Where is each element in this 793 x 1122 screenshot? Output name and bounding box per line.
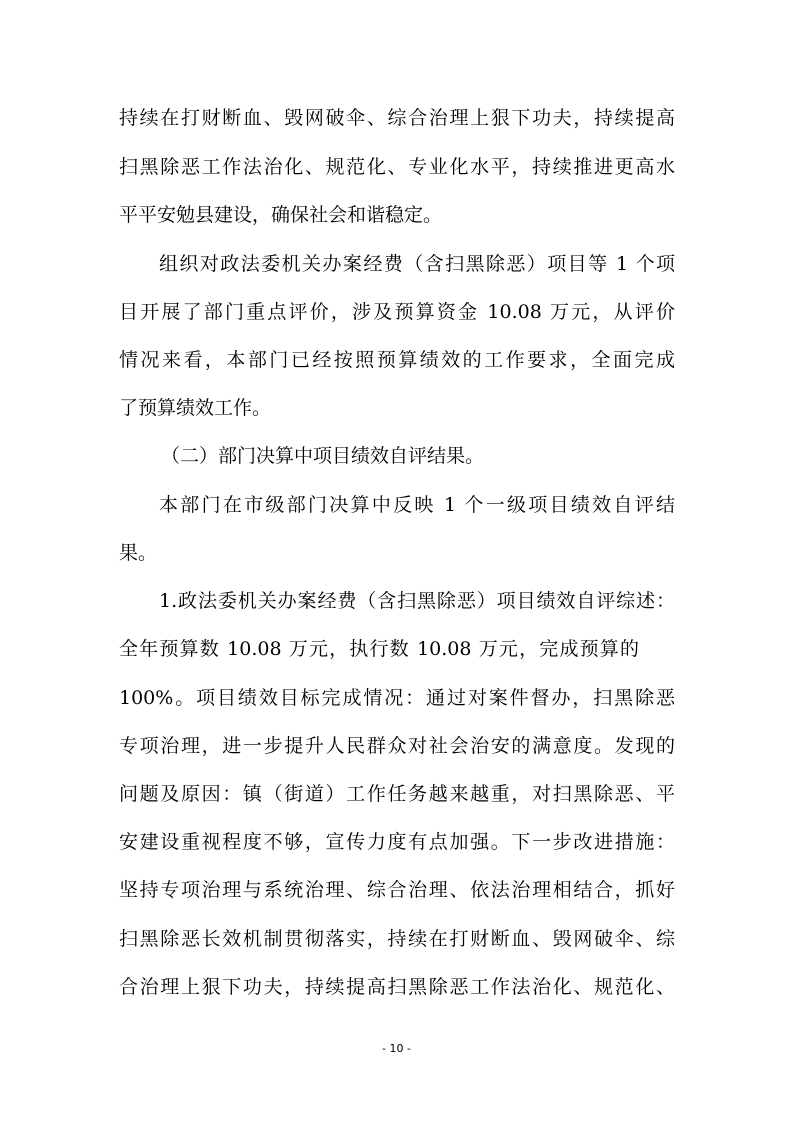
body-text-line: 坚持专项治理与系统治理、综合治理、依法治理相结合，抓好 [119,879,675,901]
body-text-line: 全年预算数 10.08 万元，执行数 10.08 万元，完成预算的 [119,638,639,660]
body-text-line: 100%。项目绩效目标完成情况：通过对案件督办，扫黑除恶 [119,687,675,709]
body-text-line: 问题及原因：镇（街道）工作任务越来越重，对扫黑除恶、平 [119,783,675,805]
page-number: - 10 - [382,1042,411,1055]
section-heading: （二）部门决算中项目绩效自评结果。 [161,445,485,467]
body-text-line: 安建设重视程度不够，宣传力度有点加强。下一步改进措施： [119,831,675,853]
body-text-line: 扫黑除恶工作法治化、规范化、专业化水平，持续推进更高水 [119,156,675,178]
body-text-line: 扫黑除恶长效机制贯彻落实，持续在打财断血、毁网破伞、综 [119,928,675,950]
body-text-line: 情况来看，本部门已经按照预算绩效的工作要求，全面完成 [119,349,675,371]
body-text-line: 合治理上狠下功夫，持续提高扫黑除恶工作法治化、规范化、 [119,976,675,998]
body-text-line: 持续在打财断血、毁网破伞、综合治理上狠下功夫，持续提高 [119,107,675,129]
paragraph-start-line: 本部门在市级部门决算中反映 1 个一级项目绩效自评结 [159,494,675,516]
body-text-line: 果。 [119,542,158,564]
body-text-line: 平平安勉县建设，确保社会和谐稳定。 [119,204,443,226]
body-text-line: 专项治理，进一步提升人民群众对社会治安的满意度。发现的 [119,735,675,757]
paragraph-start-line: 组织对政法委机关办案经费（含扫黑除恶）项目等 1 个项 [159,253,675,275]
paragraph-start-line: 1.政法委机关办案经费（含扫黑除恶）项目绩效自评综述： [159,590,675,612]
body-text-line: 了预算绩效工作。 [119,397,272,419]
body-text-line: 目开展了部门重点评价，涉及预算资金 10.08 万元，从评价 [119,301,675,323]
